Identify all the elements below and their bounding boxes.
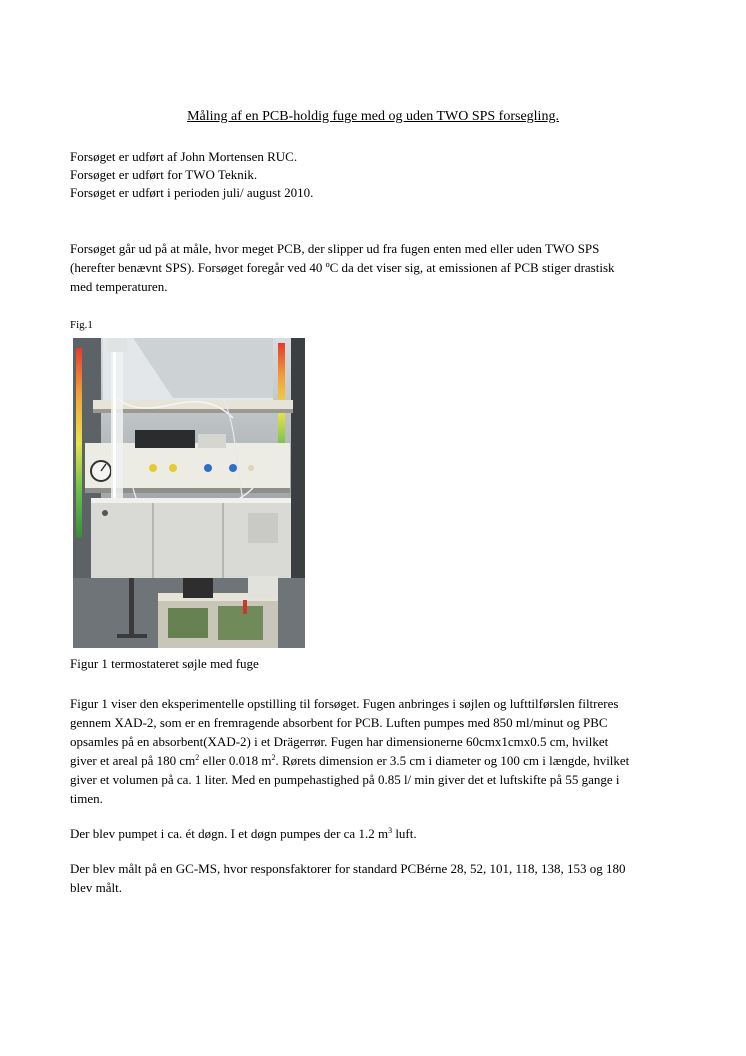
- purpose-line-2: (herefter benævnt SPS). Forsøget foregår ved 40 ºC da det viser sig, at emissionen af PCB stiger drastisk: [70, 260, 615, 275]
- figure-caption: Figur 1 termostateret søjle med fuge: [70, 656, 259, 671]
- gcms-line-2: blev målt.: [70, 880, 122, 895]
- gcms-line-1: Der blev målt på en GC-MS, hvor responsfaktorer for standard PCBérne 28, 52, 101, 118, 138, 153 og 180: [70, 861, 626, 876]
- figure-label: Fig.1: [70, 319, 93, 331]
- purpose-line-1: Forsøget går ud på at måle, hvor meget PCB, der slipper ud fra fugen enten med eller uden TWO SPS: [70, 241, 600, 256]
- description-line-4: giver et areal på 180 $cm^2$ eller 0.018 $m^2$. Rørets dimension er 3.5 cm i diameter og 100 cm i længde, hvilket: [70, 753, 630, 768]
- pump-duration-line: Der blev pumpet i ca. ét døgn. I et døgn pumpes der ca 1.2 $m^3$ luft.: [70, 826, 417, 841]
- purpose-line-3: med temperaturen.: [70, 279, 168, 294]
- intro-line-client: Forsøget er udført for TWO Teknik.: [70, 167, 258, 182]
- lab-setup-photo: [73, 338, 305, 648]
- document-title: Måling af en PCB-holdig fuge med og uden TWO SPS forsegling.: [187, 109, 559, 124]
- description-line-1: Figur 1 viser den eksperimentelle opstilling til forsøget. Fugen anbringes i søjlen og lufttilførslen filtreres: [70, 696, 619, 711]
- description-line-2: gennem XAD-2, som er en fremragende absorbent for PCB. Luften pumpes med 850 ml/minut og PBC: [70, 715, 608, 730]
- intro-line-author: Forsøget er udført af John Mortensen RUC.: [70, 149, 298, 164]
- intro-line-period: Forsøget er udført i perioden juli/ august 2010.: [70, 185, 314, 200]
- description-line-3: opsamles på en absorbent(XAD-2) i et Drägerrør. Fugen har dimensionerne 60cmx1cmx0.5 cm, hvilket: [70, 734, 609, 749]
- description-line-6: timen.: [70, 791, 103, 806]
- description-line-5: giver et volumen på ca. 1 liter. Med en pumpehastighed på 0.85 l/ min giver det et luftskifte på 55 gange i: [70, 772, 620, 787]
